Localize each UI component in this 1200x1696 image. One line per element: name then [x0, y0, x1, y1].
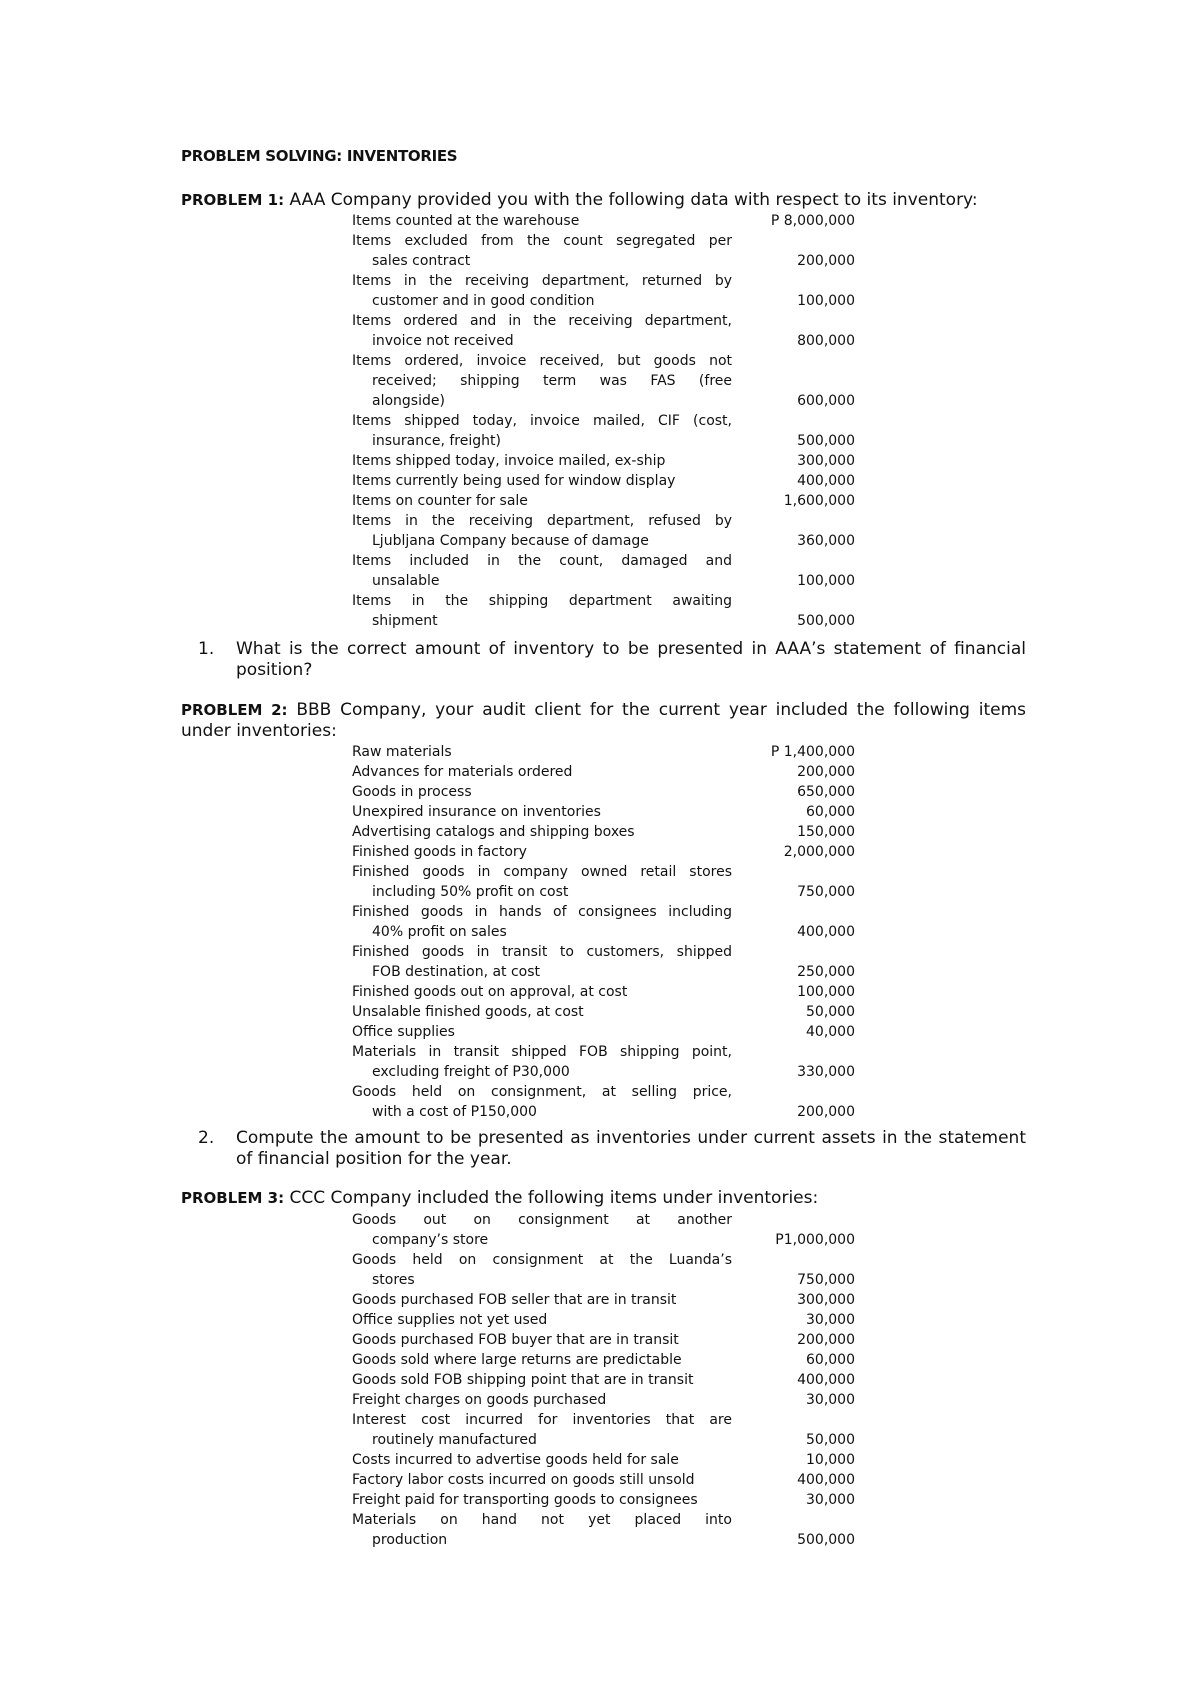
item-amount: 600,000	[797, 393, 855, 409]
item-amount: 400,000	[797, 924, 855, 940]
item-description: shipment	[372, 613, 438, 629]
item-row	[352, 1390, 855, 1410]
item-row	[352, 331, 855, 351]
item-row	[352, 1330, 855, 1350]
item-row	[352, 431, 855, 451]
item-amount: 30,000	[806, 1492, 855, 1508]
item-description: production	[372, 1532, 448, 1548]
item-description: Goods sold FOB shipping point that are in transit	[352, 1372, 694, 1388]
item-row	[352, 1270, 855, 1290]
item-row	[352, 471, 855, 491]
item-description: Interest cost incurred for inventories that are	[352, 1412, 732, 1428]
problem-1-intro	[181, 190, 1026, 211]
problem-3-text: CCC Company included the following items under inventories:	[284, 1188, 819, 1208]
item-amount: 750,000	[797, 1272, 855, 1288]
item-amount: 50,000	[806, 1004, 855, 1020]
item-description: FOB destination, at cost	[372, 964, 541, 980]
item-row	[352, 1022, 855, 1042]
problem-2-intro	[181, 700, 1026, 742]
item-row	[352, 291, 855, 311]
item-amount: 30,000	[806, 1392, 855, 1408]
question-1-number: 1.	[198, 639, 215, 659]
problem-1-text: AAA Company provided you with the following data with respect to its inventory:	[284, 190, 978, 210]
item-description: Items shipped today, invoice mailed, ex-ship	[352, 453, 666, 469]
item-row	[352, 882, 855, 902]
item-description: Materials on hand not yet placed into	[352, 1512, 732, 1528]
item-description: stores	[372, 1272, 415, 1288]
item-description: sales contract	[372, 253, 471, 269]
item-description: Costs incurred to advertise goods held for sale	[352, 1452, 679, 1468]
problem-3-intro	[181, 1188, 1026, 1209]
item-row	[352, 782, 855, 802]
item-description: company’s store	[372, 1232, 489, 1248]
item-row	[352, 411, 855, 431]
item-description: invoice not received	[372, 333, 514, 349]
item-amount: 100,000	[797, 573, 855, 589]
item-amount: 650,000	[797, 784, 855, 800]
item-row	[352, 251, 855, 271]
item-amount: 300,000	[797, 453, 855, 469]
item-row	[352, 942, 855, 962]
item-amount: 10,000	[806, 1452, 855, 1468]
item-description: alongside)	[372, 393, 445, 409]
item-row	[352, 1410, 855, 1430]
item-row	[352, 862, 855, 882]
item-description: Materials in transit shipped FOB shipping point,	[352, 1044, 732, 1060]
item-description: Items included in the count, damaged and	[352, 553, 732, 569]
item-row	[352, 571, 855, 591]
item-amount: 200,000	[797, 253, 855, 269]
item-amount: P 8,000,000	[770, 213, 855, 229]
item-row	[352, 391, 855, 411]
item-amount: 400,000	[797, 1372, 855, 1388]
item-description: Items in the receiving department, refused by	[352, 513, 732, 529]
item-description: with a cost of P150,000	[372, 1104, 537, 1120]
item-amount: 150,000	[797, 824, 855, 840]
item-description: unsalable	[372, 573, 440, 589]
item-amount: 60,000	[806, 804, 855, 820]
problem-2-items	[352, 742, 855, 1122]
item-amount: 330,000	[797, 1064, 855, 1080]
item-row	[352, 1470, 855, 1490]
item-amount: 200,000	[797, 1332, 855, 1348]
item-row	[352, 962, 855, 982]
problem-3-label: PROBLEM 3:	[181, 1189, 285, 1207]
item-row	[352, 311, 855, 331]
item-description: Advertising catalogs and shipping boxes	[352, 824, 635, 840]
item-description: Raw materials	[352, 744, 452, 760]
item-description: Items counted at the warehouse	[352, 213, 580, 229]
problem-2-text: BBB Company, your audit client for the current year included the following items under inventories:	[181, 700, 1026, 741]
item-row	[352, 511, 855, 531]
item-row	[352, 822, 855, 842]
item-description: excluding freight of P30,000	[372, 1064, 570, 1080]
item-row	[352, 1082, 855, 1102]
item-description: received; shipping term was FAS (free	[372, 373, 732, 389]
item-row	[352, 742, 855, 762]
item-amount: 250,000	[797, 964, 855, 980]
item-description: Goods out on consignment at another	[352, 1212, 732, 1228]
item-row	[352, 1250, 855, 1270]
item-amount: 400,000	[797, 1472, 855, 1488]
item-row	[352, 1450, 855, 1470]
document-title: PROBLEM SOLVING: INVENTORIES	[181, 147, 458, 165]
item-row	[352, 231, 855, 251]
item-description: Office supplies not yet used	[352, 1312, 548, 1328]
item-description: Office supplies	[352, 1024, 455, 1040]
item-amount: 360,000	[797, 533, 855, 549]
item-description: Items ordered, invoice received, but goods not	[352, 353, 732, 369]
problem-2-label: PROBLEM 2:	[181, 701, 288, 719]
item-description: Goods in process	[352, 784, 472, 800]
item-description: Freight charges on goods purchased	[352, 1392, 607, 1408]
item-description: Unexpired insurance on inventories	[352, 804, 601, 820]
item-amount: 200,000	[797, 1104, 855, 1120]
item-row	[352, 211, 855, 231]
item-amount: P 1,400,000	[770, 744, 855, 760]
item-amount: 800,000	[797, 333, 855, 349]
item-description: Finished goods in transit to customers, shipped	[352, 944, 732, 960]
item-row	[352, 1350, 855, 1370]
item-row	[352, 1510, 855, 1530]
item-row	[352, 591, 855, 611]
item-description: insurance, freight)	[372, 433, 501, 449]
item-amount: P1,000,000	[775, 1232, 855, 1248]
item-description: customer and in good condition	[372, 293, 595, 309]
item-row	[352, 351, 855, 371]
item-amount: 60,000	[806, 1352, 855, 1368]
item-description: Items shipped today, invoice mailed, CIF (cost,	[352, 413, 732, 429]
item-amount: 2,000,000	[783, 844, 855, 860]
item-row	[352, 762, 855, 782]
item-description: Goods purchased FOB seller that are in transit	[352, 1292, 677, 1308]
item-row	[352, 1430, 855, 1450]
question-1	[198, 639, 1026, 681]
item-amount: 400,000	[797, 473, 855, 489]
item-row	[352, 451, 855, 471]
item-row	[352, 1210, 855, 1230]
item-row	[352, 371, 855, 391]
item-amount: 1,600,000	[783, 493, 855, 509]
item-row	[352, 1102, 855, 1122]
item-description: Items currently being used for window display	[352, 473, 676, 489]
item-description: Ljubljana Company because of damage	[372, 533, 649, 549]
item-description: Items ordered and in the receiving department,	[352, 313, 732, 329]
item-amount: 500,000	[797, 1532, 855, 1548]
item-amount: 50,000	[806, 1432, 855, 1448]
item-amount: 500,000	[797, 613, 855, 629]
item-row	[352, 1002, 855, 1022]
problem-1-items	[352, 211, 855, 631]
item-description: including 50% profit on cost	[372, 884, 569, 900]
item-amount: 750,000	[797, 884, 855, 900]
item-description: Finished goods in hands of consignees including	[352, 904, 732, 920]
item-row	[352, 1042, 855, 1062]
item-description: Goods purchased FOB buyer that are in transit	[352, 1332, 679, 1348]
item-row	[352, 551, 855, 571]
item-description: Items excluded from the count segregated per	[352, 233, 732, 249]
item-amount: 200,000	[797, 764, 855, 780]
item-description: 40% profit on sales	[372, 924, 507, 940]
item-row	[352, 922, 855, 942]
item-description: Factory labor costs incurred on goods still unsold	[352, 1472, 695, 1488]
item-description: Items on counter for sale	[352, 493, 528, 509]
item-row	[352, 271, 855, 291]
item-row	[352, 611, 855, 631]
item-row	[352, 1370, 855, 1390]
item-row	[352, 802, 855, 822]
item-row	[352, 531, 855, 551]
item-row	[352, 1230, 855, 1250]
item-description: Goods sold where large returns are predictable	[352, 1352, 682, 1368]
item-amount: 40,000	[806, 1024, 855, 1040]
problem-1-label: PROBLEM 1:	[181, 191, 285, 209]
item-amount: 100,000	[797, 984, 855, 1000]
question-2-text: Compute the amount to be presented as inventories under current assets in the statement of financial position for the year.	[236, 1128, 1026, 1169]
item-row	[352, 1490, 855, 1510]
item-description: Finished goods in factory	[352, 844, 527, 860]
item-description: Finished goods out on approval, at cost	[352, 984, 628, 1000]
question-1-text: What is the correct amount of inventory to be presented in AAA’s statement of financial position?	[236, 639, 1026, 680]
item-description: Finished goods in company owned retail stores	[352, 864, 732, 880]
item-description: Goods held on consignment at the Luanda’s	[352, 1252, 732, 1268]
item-description: Items in the receiving department, returned by	[352, 273, 732, 289]
item-amount: 300,000	[797, 1292, 855, 1308]
question-2	[198, 1128, 1026, 1170]
item-description: Advances for materials ordered	[352, 764, 573, 780]
item-amount: 500,000	[797, 433, 855, 449]
item-description: Goods held on consignment, at selling price,	[352, 1084, 732, 1100]
item-row	[352, 1290, 855, 1310]
item-row	[352, 491, 855, 511]
item-description: Freight paid for transporting goods to consignees	[352, 1492, 698, 1508]
problem-3-items	[352, 1210, 855, 1550]
item-row	[352, 1530, 855, 1550]
item-description: routinely manufactured	[372, 1432, 537, 1448]
question-2-number: 2.	[198, 1128, 215, 1148]
item-row	[352, 842, 855, 862]
item-row	[352, 1310, 855, 1330]
item-row	[352, 982, 855, 1002]
item-description: Items in the shipping department awaiting	[352, 593, 732, 609]
item-amount: 30,000	[806, 1312, 855, 1328]
item-row	[352, 902, 855, 922]
item-row	[352, 1062, 855, 1082]
item-description: Unsalable finished goods, at cost	[352, 1004, 584, 1020]
item-amount: 100,000	[797, 293, 855, 309]
